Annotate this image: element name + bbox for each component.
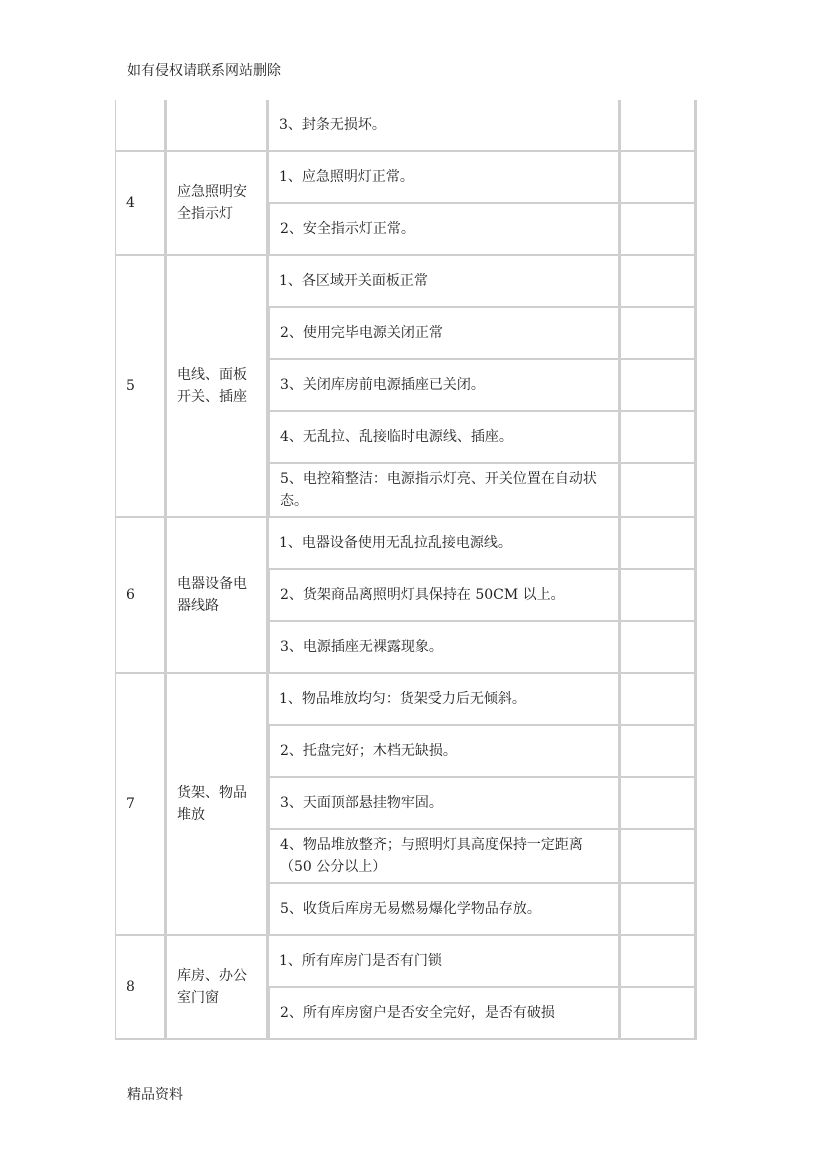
result-cell[interactable]	[621, 308, 697, 360]
result-cell[interactable]	[621, 464, 697, 518]
result-cell[interactable]	[621, 412, 697, 464]
check-item: 2、安全指示灯正常。	[269, 204, 621, 256]
check-item: 4、无乱拉、乱接临时电源线、插座。	[269, 412, 621, 464]
check-item: 1、应急照明灯正常。	[269, 152, 621, 204]
footer-note: 精品资料	[127, 1087, 183, 1103]
result-cell[interactable]	[621, 518, 697, 570]
row-category	[167, 100, 269, 152]
row-category: 货架、物品堆放	[167, 674, 269, 936]
row-number: 4	[115, 152, 167, 256]
row-number	[115, 100, 167, 152]
result-cell[interactable]	[621, 884, 697, 936]
check-item: 1、各区域开关面板正常	[269, 256, 621, 308]
check-item: 3、关闭库房前电源插座已关闭。	[269, 360, 621, 412]
check-item: 1、电器设备使用无乱拉乱接电源线。	[269, 518, 621, 570]
result-cell[interactable]	[621, 622, 697, 674]
check-item: 1、物品堆放均匀：货架受力后无倾斜。	[269, 674, 621, 726]
result-cell[interactable]	[621, 256, 697, 308]
row-number: 7	[115, 674, 167, 936]
result-cell[interactable]	[621, 988, 697, 1040]
table-row	[115, 152, 697, 204]
check-item: 1、所有库房门是否有门锁	[269, 936, 621, 988]
row-category: 应急照明安全指示灯	[167, 152, 269, 256]
check-item: 2、托盘完好；木档无缺损。	[269, 726, 621, 778]
result-cell[interactable]	[621, 152, 697, 204]
row-number: 8	[115, 936, 167, 1040]
row-category: 电线、面板开关、插座	[167, 256, 269, 518]
row-number: 5	[115, 256, 167, 518]
result-cell[interactable]	[621, 570, 697, 622]
table-row	[115, 674, 697, 726]
row-category: 库房、办公室门窗	[167, 936, 269, 1040]
result-cell[interactable]	[621, 204, 697, 256]
check-item: 3、天面顶部悬挂物牢固。	[269, 778, 621, 830]
check-item: 2、使用完毕电源关闭正常	[269, 308, 621, 360]
check-item: 5、电控箱整洁：电源指示灯亮、开关位置在自动状态。	[269, 464, 621, 518]
table-row	[115, 936, 697, 988]
check-item: 3、封条无损坏。	[269, 100, 621, 152]
table-row	[115, 518, 697, 570]
check-item: 4、物品堆放整齐；与照明灯具高度保持一定距离（50 公分以上）	[269, 830, 621, 884]
check-item: 2、所有库房窗户是否安全完好，是否有破损	[269, 988, 621, 1040]
result-cell[interactable]	[621, 726, 697, 778]
header-note: 如有侵权请联系网站删除	[127, 63, 281, 79]
result-cell[interactable]	[621, 360, 697, 412]
check-item: 5、收货后库房无易燃易爆化学物品存放。	[269, 884, 621, 936]
table-row	[115, 100, 697, 152]
result-cell[interactable]	[621, 778, 697, 830]
check-item: 3、电源插座无裸露现象。	[269, 622, 621, 674]
result-cell[interactable]	[621, 100, 697, 152]
result-cell[interactable]	[621, 936, 697, 988]
inspection-checklist-table	[115, 100, 697, 1040]
table-row	[115, 256, 697, 308]
result-cell[interactable]	[621, 674, 697, 726]
row-category: 电器设备电器线路	[167, 518, 269, 674]
check-item: 2、货架商品离照明灯具保持在 50CM 以上。	[269, 570, 621, 622]
result-cell[interactable]	[621, 830, 697, 884]
row-number: 6	[115, 518, 167, 674]
